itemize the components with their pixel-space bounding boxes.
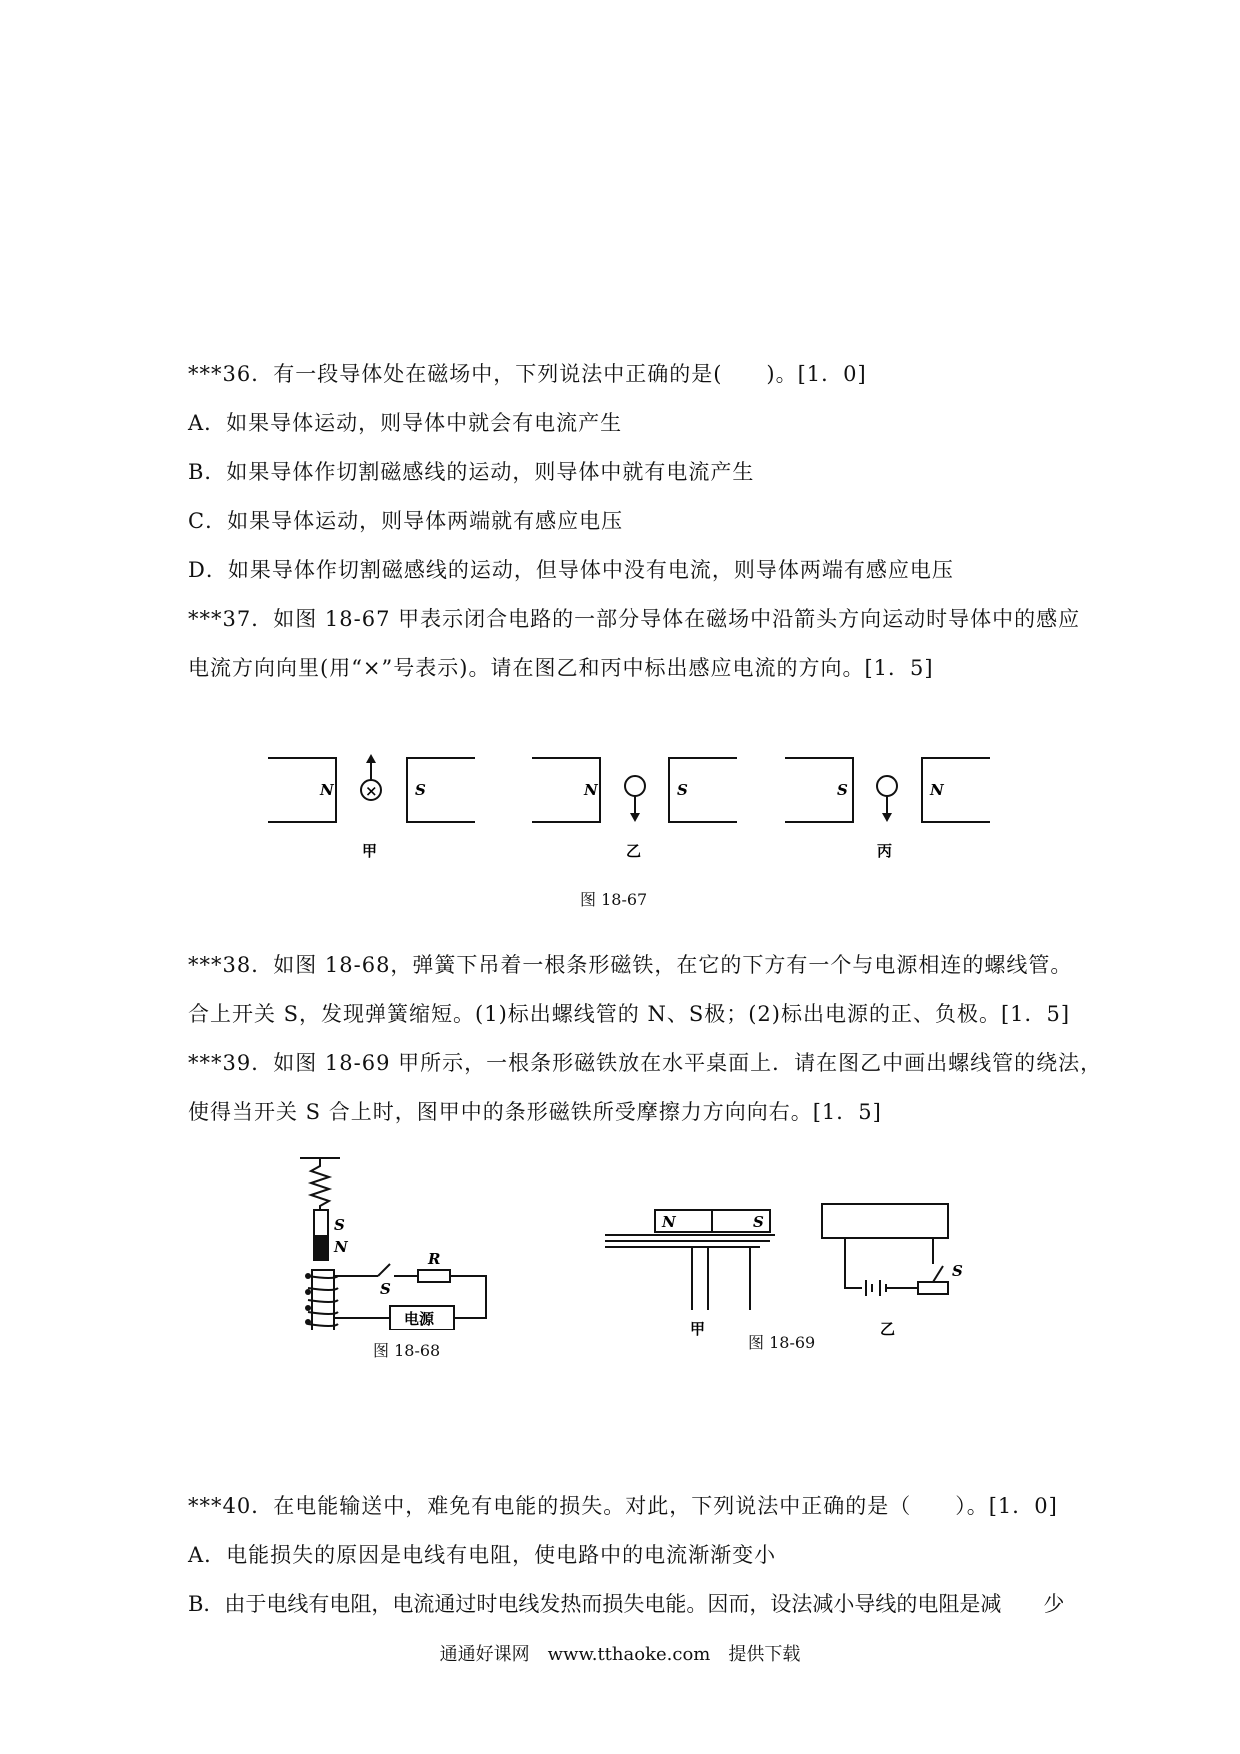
fig68-switch-label: S	[380, 1280, 391, 1298]
q36-option-a: A．如果导体运动，则导体中就会有电流产生	[188, 411, 623, 435]
q36-stem: ***36．有一段导体处在磁场中，下列说法中正确的是( )。[1．0]	[188, 362, 867, 386]
q38-line-2: 合上开关 S，发现弹簧缩短。(1)标出螺线管的 N、S极；(2)标出电源的正、负极。[1．5]	[188, 1002, 1071, 1026]
fig69-switch-base	[918, 1282, 948, 1294]
fig69-magnet-s: S	[753, 1213, 764, 1231]
fig67-jia-arrow	[366, 754, 376, 763]
fig69-jia-label: 甲	[690, 1320, 706, 1338]
fig68-resistor	[418, 1270, 450, 1282]
fig68-solenoid	[312, 1270, 334, 1330]
fig68-spring	[311, 1158, 329, 1210]
fig67-jia-right-pole: S	[415, 781, 426, 799]
q39-line-2: 使得当开关 S 合上时，图甲中的条形磁铁所受摩擦力方向向右。[1．5]	[188, 1100, 882, 1124]
fig67-jia-mark: ×	[365, 782, 378, 800]
fig69-magnet-n: N	[662, 1213, 676, 1231]
fig69-switch	[933, 1266, 943, 1282]
fig68-caption: 图 18-68	[373, 1341, 441, 1360]
fig68-magnet-top-pole: S	[334, 1216, 345, 1234]
fig68-switch	[378, 1264, 390, 1276]
q36-option-c: C．如果导体运动，则导体两端就有感应电压	[188, 509, 624, 533]
fig69-yi-label: 乙	[880, 1320, 896, 1338]
fig67-bing-left-pole: S	[837, 781, 848, 799]
figure-18-68	[290, 1150, 510, 1330]
figure-18-67	[250, 730, 1010, 880]
fig67-yi-arrow	[630, 813, 640, 822]
q40-option-a: A．电能损失的原因是电线有电阻，使电路中的电流渐渐变小	[188, 1543, 777, 1567]
fig67-yi-right-pole: S	[677, 781, 688, 799]
fig69-switch-label: S	[952, 1262, 963, 1280]
fig69-solenoid-frame	[822, 1204, 948, 1238]
fig67-yi-left-pole: N	[584, 781, 598, 799]
fig68-source-label: 电源	[404, 1310, 435, 1328]
fig67-bing-conductor	[877, 776, 897, 796]
fig67-yi-conductor	[625, 776, 645, 796]
q36-option-d: D．如果导体作切割磁感线的运动，但导体中没有电流，则导体两端有感应电压	[188, 558, 954, 582]
fig67-bing-arrow	[882, 813, 892, 822]
page-footer: 通通好课网 www.tthaoke.com 提供下载	[439, 1644, 801, 1665]
q39-line-1: ***39．如图 18-69 甲所示，一根条形磁铁放在水平桌面上．请在图乙中画出螺线管的绕法，	[188, 1051, 1103, 1075]
q37-line-2: 电流方向向里(用“×”号表示)。请在图乙和丙中标出感应电流的方向。[1．5]	[188, 656, 934, 680]
fig67-caption: 图 18-67	[580, 890, 648, 909]
fig67-jia-left-pole: N	[320, 781, 334, 799]
q37-line-1: ***37．如图 18-67 甲表示闭合电路的一部分导体在磁场中沿箭头方向运动时导体中的感应	[188, 607, 1081, 631]
fig67-bing-right-pole: N	[930, 781, 944, 799]
fig67-bing-label: 丙	[877, 842, 893, 860]
fig68-resistor-label: R	[428, 1250, 441, 1268]
fig68-magnet-bottom-pole: N	[334, 1238, 348, 1256]
fig67-jia-label: 甲	[362, 842, 378, 860]
q36-option-b: B．如果导体作切割磁感线的运动，则导体中就有电流产生	[188, 460, 755, 484]
fig67-yi-label: 乙	[626, 842, 642, 860]
q38-line-1: ***38．如图 18-68，弹簧下吊着一根条形磁铁，在它的下方有一个与电源相连的螺线管。	[188, 953, 1073, 977]
figure-18-69	[600, 1200, 980, 1340]
q40-stem: ***40．在电能输送中，难免有电能的损失。对此，下列说法中正确的是（ ）。[1．0]	[188, 1494, 1058, 1518]
q40-option-b: B．由于电线有电阻，电流通过时电线发热而损失电能。因而，设法减小导线的电阻是减 少	[188, 1592, 1065, 1616]
fig69-caption: 图 18-69	[748, 1333, 816, 1352]
